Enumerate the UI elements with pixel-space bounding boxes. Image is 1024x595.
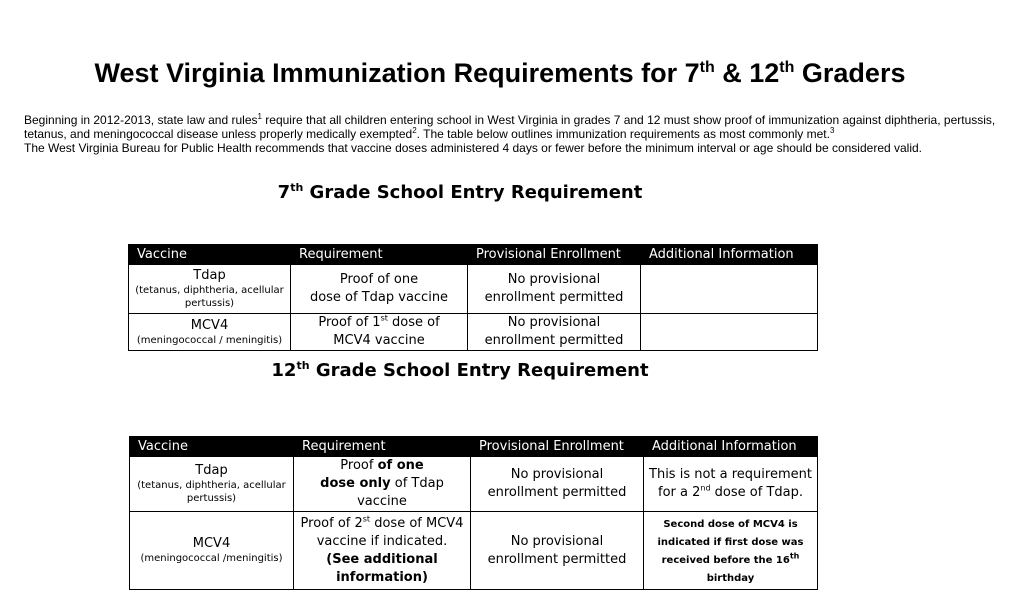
provisional-cell: No provisional enrollment permitted [471,457,644,512]
table-header-row [130,437,818,457]
vaccine-cell [130,512,294,590]
column-header-provisional: Provisional Enrollment [471,437,644,457]
vaccine-cell [129,265,291,314]
table-row [129,314,818,351]
vaccine-description: (meningococcal / meningitis) [136,334,283,346]
page-title: West Virginia Immunization Requirements for 7th & 12th Graders [94,58,906,88]
intro-paragraph: Beginning in 2012-2013, state law and rules$^1$ require that all children entering school in West Virginia in grades 7 and 12 must show proof of immunization against diphtheria, pertussis, tetanus, and meningococcal disease unless properly medically exempted$^2$. The table below outlines immunization requirements as most commonly met.$^3$ The West Virginia Bureau for Public Health recommends that vaccine doses administered 4 days or fewer before the minimum interval or age should be considered valid. [24,112,996,155]
additional-info-cell [641,265,818,314]
provisional-cell: No provisional enrollment permitted [468,265,641,314]
column-header-vaccine: Vaccine [129,245,291,265]
grade7-requirements-table [128,244,818,351]
requirement-cell: Proof of 2st dose of MCV4 vaccine if indicated. (See additional information) [294,512,471,590]
vaccine-cell [129,314,291,351]
additional-info-cell [641,314,818,351]
table-header-row [129,245,818,265]
vaccine-name: Tdap [195,463,228,478]
requirement-cell: Proof of 1st dose of MCV4 vaccine [291,314,468,351]
column-header-additional-info: Additional Information [641,245,818,265]
column-header-provisional: Provisional Enrollment [468,245,641,265]
vaccine-name: MCV4 [192,536,231,551]
vaccine-cell [130,457,294,512]
grade7-heading: 7th Grade School Entry Requirement [277,181,643,203]
column-header-additional-info: Additional Information [644,437,818,457]
grade12-requirements-table [129,436,818,590]
provisional-cell: No provisional enrollment permitted [468,314,641,351]
column-header-vaccine: Vaccine [130,437,294,457]
vaccine-description: (tetanus, diphtheria, acellular pertussis) [135,285,284,309]
additional-info-cell: This is not a requirement for a 2nd dose of Tdap. [644,457,818,512]
intro-recommendation: The West Virginia Bureau for Public Health recommends that vaccine doses administered 4 days or fewer before the minimum interval or age should be considered valid. [24,141,923,155]
vaccine-description: (meningococcal /meningitis) [140,553,283,564]
requirement-cell: Proof of one dose only of Tdap vaccine [294,457,471,512]
vaccine-name: Tdap [193,268,226,283]
column-header-requirement: Requirement [294,437,471,457]
vaccine-name: MCV4 [190,317,229,333]
table-row [130,457,818,512]
table-row [130,512,818,590]
column-header-requirement: Requirement [291,245,468,265]
table-row [129,265,818,314]
grade12-heading: 12th Grade School Entry Requirement [271,359,649,381]
vaccine-description: (tetanus, diphtheria, acellular pertussis) [137,480,286,504]
requirement-cell: Proof of one dose of Tdap vaccine [291,265,468,314]
additional-info-cell: Second dose of MCV4 is indicated if first dose was received before the 16th birthday [644,512,818,590]
provisional-cell: No provisional enrollment permitted [471,512,644,590]
